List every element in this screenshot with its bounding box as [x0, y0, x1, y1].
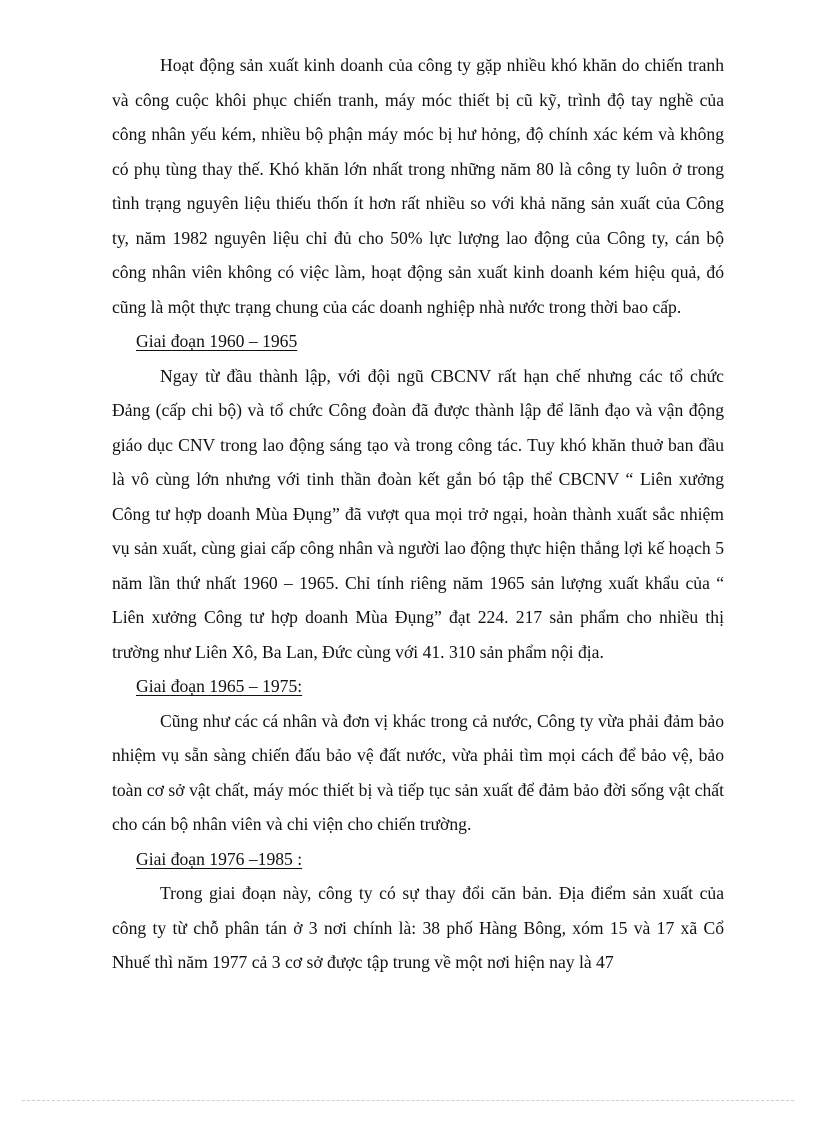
section-heading-1965-1975: [112, 669, 724, 704]
section-heading-1960-1965: [112, 324, 724, 359]
section-body-1960-1965: Ngay từ đầu thành lập, với đội ngũ CBCNV rất hạn chế nhưng các tổ chức Đảng (cấp chi bộ) và tổ chức Công đoàn đã được thành lập để lãnh đạo và vận động giáo dục CNV trong lao động sáng tạo và trong công tác. Tuy khó khăn thuở ban đầu là vô cùng lớn nhưng với tinh thần đoàn kết gắn bó tập thể CBCNV “ Liên xưởng Công tư hợp doanh Mùa Đụng” đã vượt qua mọi trở ngại, hoàn thành xuất sắc nhiệm vụ sản xuất, cùng giai cấp công nhân và người lao động thực hiện thắng lợi kế hoạch 5 năm lần thứ nhất 1960 – 1965. Chỉ tính riêng năm 1965 sản lượng xuất khẩu của “ Liên xưởng Công tư hợp doanh Mùa Đụng” đạt 224. 217 sản phẩm cho nhiều thị trường như Liên Xô, Ba Lan, Đức cùng với 41. 310 sản phẩm nội địa.: [112, 365, 724, 662]
section-body-1976-1985: Trong giai đoạn này, công ty có sự thay đổi căn bản. Địa điểm sản xuất của công ty từ chỗ phân tán ở 3 nơi chính là: 38 phố Hàng Bông, xóm 15 và 17 xã Cổ Nhuế thì năm 1977 cả 3 cơ sở được tập trung về một nơi hiện nay là 47: [112, 883, 724, 972]
intro-paragraph: Hoạt động sản xuất kinh doanh của công ty gặp nhiều khó khăn do chiến tranh và công cuộc khôi phục chiến tranh, máy móc thiết bị cũ kỹ, trình độ tay nghề của công nhân yếu kém, nhiều bộ phận máy móc bị hư hỏng, độ chính xác kém và không có phụ tùng thay thế. Khó khăn lớn nhất trong những năm 80 là công ty luôn ở trong tình trạng nguyên liệu thiếu thốn ít hơn rất nhiều so với khả năng sản xuất của Công ty, năm 1982 nguyên liệu chỉ đủ cho 50% lực lượng lao động của Công ty, cán bộ công nhân viên không có việc làm, hoạt động sản xuất kinh doanh kém hiệu quả, đó cũng là một thực trạng chung của các doanh nghiệp nhà nước trong thời bao cấp.: [112, 55, 724, 317]
section-body-1965-1975: Cũng như các cá nhân và đơn vị khác trong cả nước, Công ty vừa phải đảm bảo nhiệm vụ sẵn sàng chiến đấu bảo vệ đất nước, vừa phải tìm mọi cách để bảo vệ, bảo toàn cơ sở vật chất, máy móc thiết bị và tiếp tục sản xuất để đảm bảo đời sống vật chất cho cán bộ nhân viên và chi viện cho chiến trường.: [112, 710, 724, 834]
section-heading-text: Giai đoạn 1960 – 1965: [136, 331, 298, 351]
section-heading-text: Giai đoạn 1965 – 1975:: [136, 676, 303, 696]
document-page: [112, 48, 724, 980]
page-bottom-divider: [22, 1100, 794, 1101]
section-heading-text: Giai đoạn 1976 –1985 :: [136, 848, 303, 869]
section-heading-1976-1985: [112, 842, 724, 877]
